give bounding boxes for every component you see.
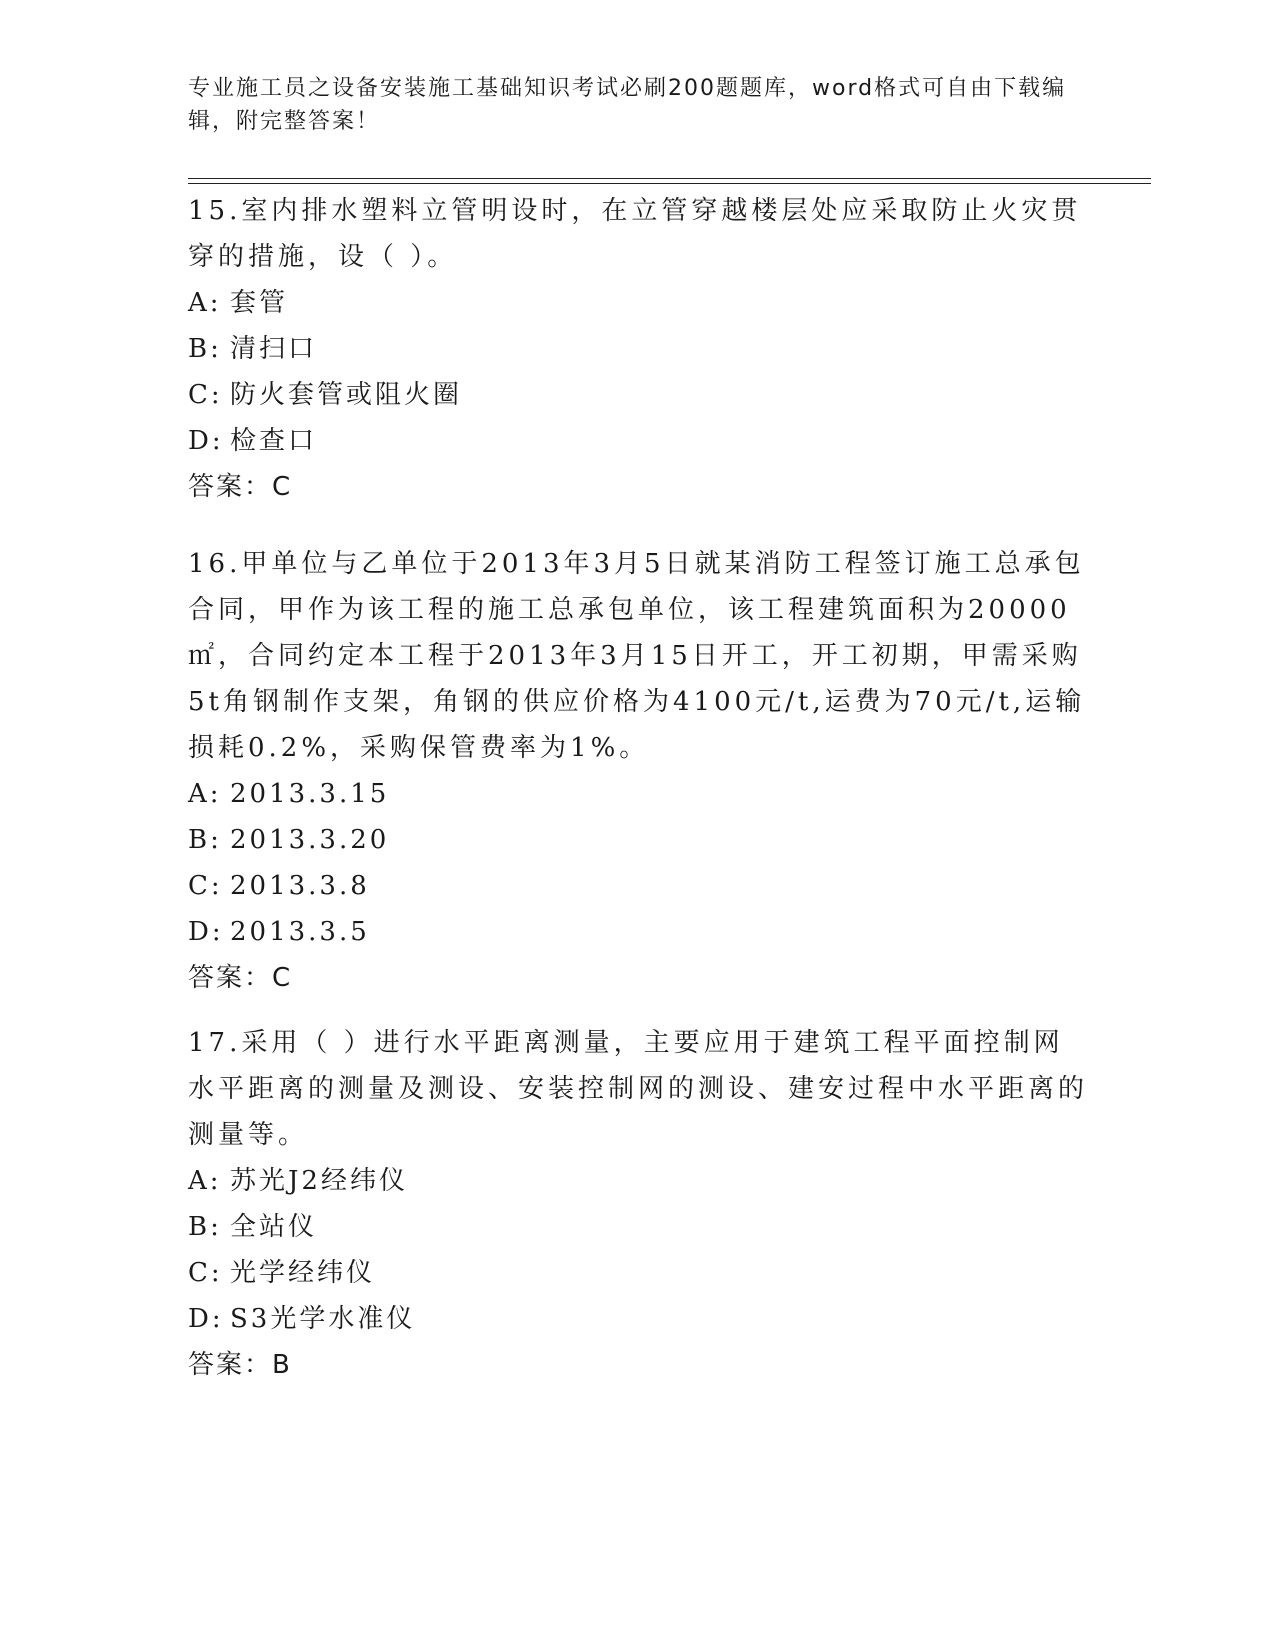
option-text: 2013.3.20: [230, 825, 390, 855]
option-letter: D:: [188, 426, 224, 456]
option-letter: C:: [188, 380, 223, 410]
option-letter: D:: [188, 1304, 224, 1334]
option-a: [188, 280, 1088, 326]
option-text: 苏光J2经纬仪: [230, 1166, 408, 1196]
document-header-title: 专业施工员之设备安装施工基础知识考试必刷200题题库，word格式可自由下载编辑，附完整答案！: [188, 76, 1067, 134]
option-letter: C:: [188, 871, 223, 901]
option-a: [188, 1158, 1088, 1204]
option-letter: A:: [188, 1166, 222, 1196]
option-text: 套管: [230, 288, 289, 318]
option-b: [188, 326, 1088, 372]
option-d: [188, 1296, 1088, 1342]
option-b: [188, 817, 1088, 863]
question-16: [188, 541, 1088, 1001]
option-d: [188, 909, 1088, 955]
option-c: [188, 372, 1088, 418]
option-text: S3光学水准仪: [230, 1304, 416, 1334]
header-divider-bottom: [188, 183, 1151, 184]
answer: 答案：C: [188, 472, 293, 502]
question-stem: 17.采用（ ）进行水平距离测量，主要应用于建筑工程平面控制网水平距离的测量及测设、安装控制网的测设、建安过程中水平距离的测量等。: [188, 1028, 1089, 1150]
option-text: 2013.3.8: [230, 871, 370, 901]
option-c: [188, 863, 1088, 909]
option-letter: C:: [188, 1258, 223, 1288]
option-text: 2013.3.15: [230, 779, 390, 809]
option-text: 检查口: [230, 426, 318, 456]
option-text: 防火套管或阻火圈: [230, 380, 463, 410]
option-d: [188, 418, 1088, 464]
answer: 答案：C: [188, 963, 293, 993]
question-stem: 16.甲单位与乙单位于2013年3月5日就某消防工程签订施工总承包合同，甲作为该工程的施工总承包单位，该工程建筑面积为20000㎡，合同约定本工程于2013年3月15日开工，开工初期，甲需采购5t角钢制作支架，角钢的供应价格为4100元/t,运费为70元/t,运输损耗0.2%，采购保管费率为1%。: [188, 549, 1086, 763]
option-letter: A:: [188, 779, 222, 809]
question-15: [188, 188, 1088, 510]
option-text: 光学经纬仪: [230, 1258, 376, 1288]
option-letter: D:: [188, 917, 224, 947]
option-letter: B:: [188, 334, 222, 364]
answer: 答案：B: [188, 1350, 292, 1380]
option-letter: A:: [188, 288, 222, 318]
option-text: 2013.3.5: [230, 917, 370, 947]
option-a: [188, 771, 1088, 817]
question-17: [188, 1020, 1088, 1388]
option-text: 清扫口: [230, 334, 318, 364]
option-letter: B:: [188, 825, 222, 855]
option-c: [188, 1250, 1088, 1296]
option-letter: B:: [188, 1212, 222, 1242]
option-text: 全站仪: [230, 1212, 318, 1242]
header-divider-top: [188, 178, 1151, 179]
question-stem: 15.室内排水塑料立管明设时，在立管穿越楼层处应采取防止火灾贯穿的措施，设（ ）。: [188, 196, 1082, 272]
option-b: [188, 1204, 1088, 1250]
